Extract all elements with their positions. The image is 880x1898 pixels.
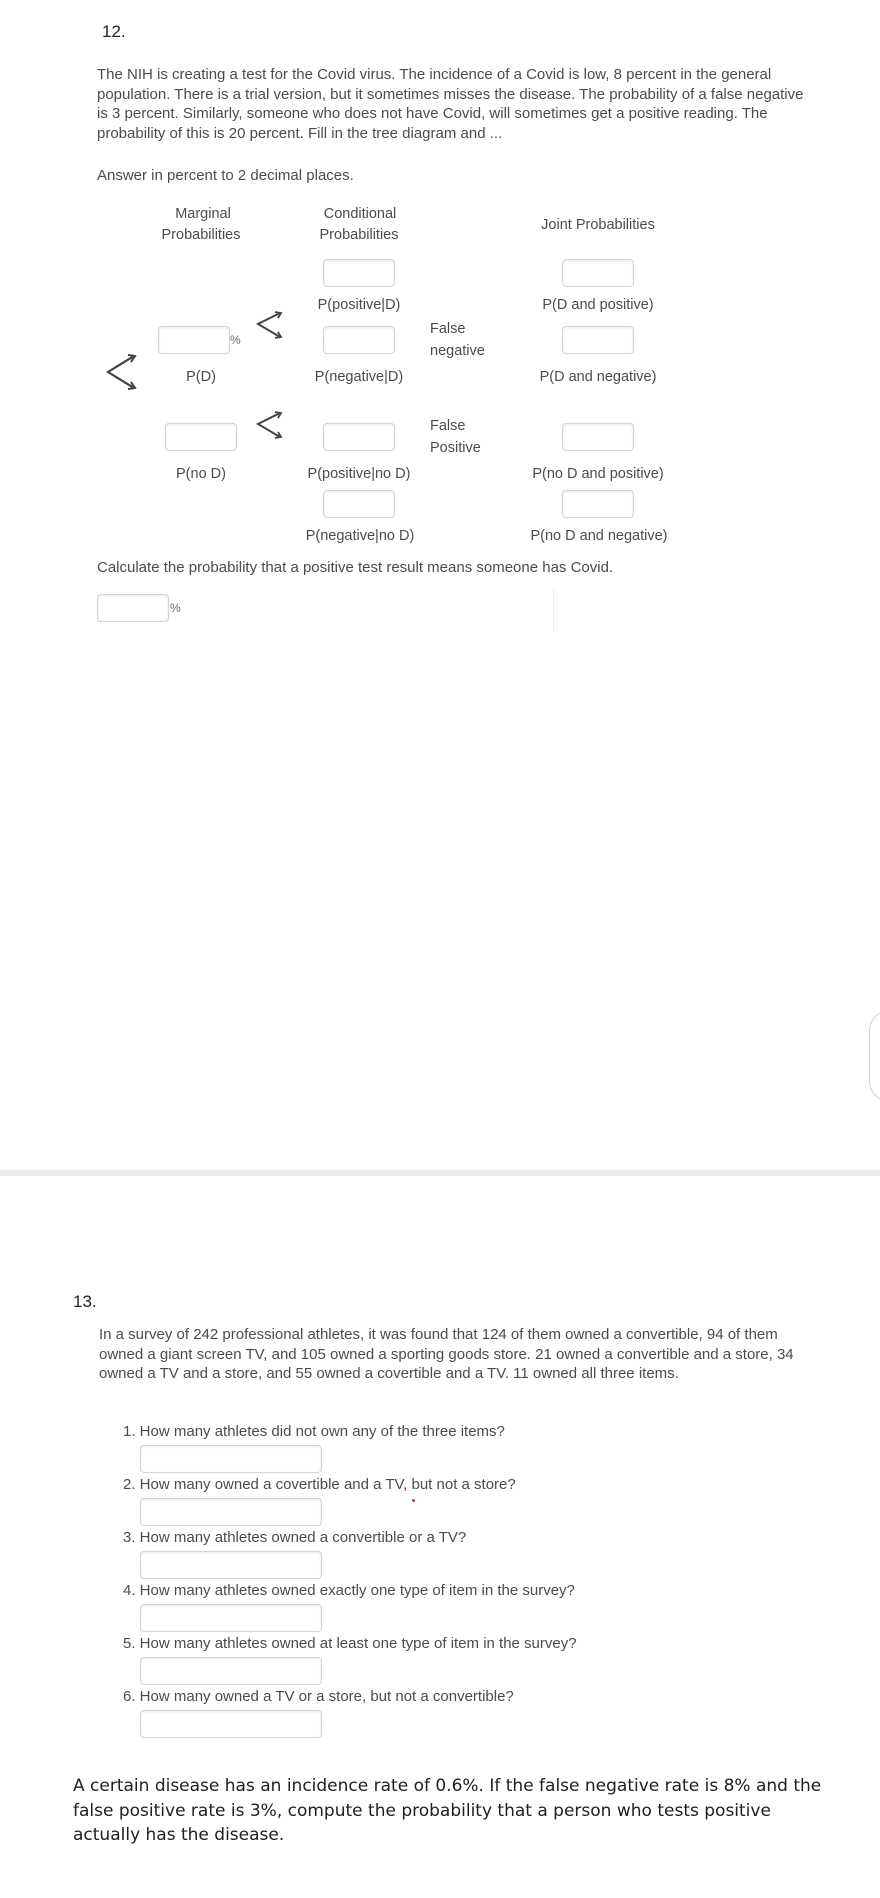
label-neg-given-d: P(negative|D) [314,369,404,385]
final-question-text: Calculate the probability that a positive test result means someone has Covid. [97,559,614,576]
scroll-handle[interactable] [869,1010,880,1102]
q13-answer-4-input[interactable] [140,1604,322,1632]
q13-answer-3-input[interactable] [140,1551,322,1579]
label-pos-given-d: P(positive|D) [317,297,401,313]
neg-given-no-d-input[interactable] [323,490,395,518]
d-and-neg-input[interactable] [562,326,634,354]
label-p-d: P(D) [186,369,216,385]
false-negative-label-2: negative [430,343,485,359]
label-d-and-neg: P(D and negative) [539,369,657,385]
question-13-number: 13. [73,1292,97,1311]
tree-branch-no-d-icon [252,409,286,443]
question-12-instruction: Answer in percent to 2 decimal places. [97,167,354,184]
false-positive-label-2: Positive [430,440,481,456]
header-conditional-2: Probabilities [319,227,399,243]
question-12-text: The NIH is creating a test for the Covid virus. The incidence of a Covid is low, 8 percent in the general population. There is a trial version, but it sometimes misses the disease. The probability of a false negative is 3 percent. Similarly, someone who does not have Covid, will sometimes get a positive reading. The probability of this is 20 percent. Fill in the tree diagram and ... [97,66,804,142]
q13-answer-6-input[interactable] [140,1710,322,1738]
question-13-text: In a survey of 242 professional athletes, it was found that 124 of them owned a convertible, 94 of them owned a giant screen TV, and 105 owned a sporting goods store. 21 owned a convertible and a store, 34 owned a TV and a store, and 55 owned a covertible and a TV. 11 owned all three items. [99,1326,794,1382]
label-neg-given-no-d: P(negative|no D) [305,528,415,544]
header-marginal-1: Marginal [175,206,231,222]
red-dot [412,1499,415,1502]
q13-question-6: 6. How many owned a TV or a store, but not a convertible? [123,1688,514,1705]
pos-given-d-input[interactable] [323,259,395,287]
label-p-no-d: P(no D) [176,466,226,482]
bottom-question-text: A certain disease has an incidence rate of 0.6%. If the false negative rate is 8% and the false positive rate is 3%, compute the probability that a person who tests positive actually has the disease. [73,1776,822,1845]
d-and-pos-input[interactable] [562,259,634,287]
tree-root-branch-icon [104,352,140,392]
p-d-percent-sign: % [230,333,241,347]
section-divider [0,1170,880,1176]
final-answer-input[interactable] [97,594,169,622]
p-d-input[interactable] [158,326,230,354]
q13-question-3: 3. How many athletes owned a convertible or a TV? [123,1529,467,1546]
q13-answer-2-input[interactable] [140,1498,322,1526]
false-positive-label-1: False [430,418,466,434]
header-marginal-2: Probabilities [161,227,241,243]
no-d-and-neg-input[interactable] [562,490,634,518]
label-no-d-and-pos: P(no D and positive) [532,466,664,482]
q13-answer-5-input[interactable] [140,1657,322,1685]
final-percent-sign: % [170,601,181,615]
label-d-and-pos: P(D and positive) [542,297,654,313]
q13-question-4: 4. How many athletes owned exactly one type of item in the survey? [123,1582,575,1599]
header-joint: Joint Probabilities [541,217,655,233]
no-d-and-pos-input[interactable] [562,423,634,451]
label-no-d-and-neg: P(no D and negative) [530,528,668,544]
p-no-d-input[interactable] [165,423,237,451]
divider-line [553,588,554,632]
q13-question-5: 5. How many athletes owned at least one type of item in the survey? [123,1635,577,1652]
q13-question-1: 1. How many athletes did not own any of the three items? [123,1423,505,1440]
q13-answer-1-input[interactable] [140,1445,322,1473]
label-pos-given-no-d: P(positive|no D) [307,466,411,482]
neg-given-d-input[interactable] [323,326,395,354]
header-conditional-1: Conditional [323,206,397,222]
pos-given-no-d-input[interactable] [323,423,395,451]
question-12-number: 12. [102,22,126,41]
false-negative-label-1: False [430,321,466,337]
tree-branch-d-icon [252,309,286,343]
q13-question-2: 2. How many owned a covertible and a TV, but not a store? [123,1476,516,1493]
